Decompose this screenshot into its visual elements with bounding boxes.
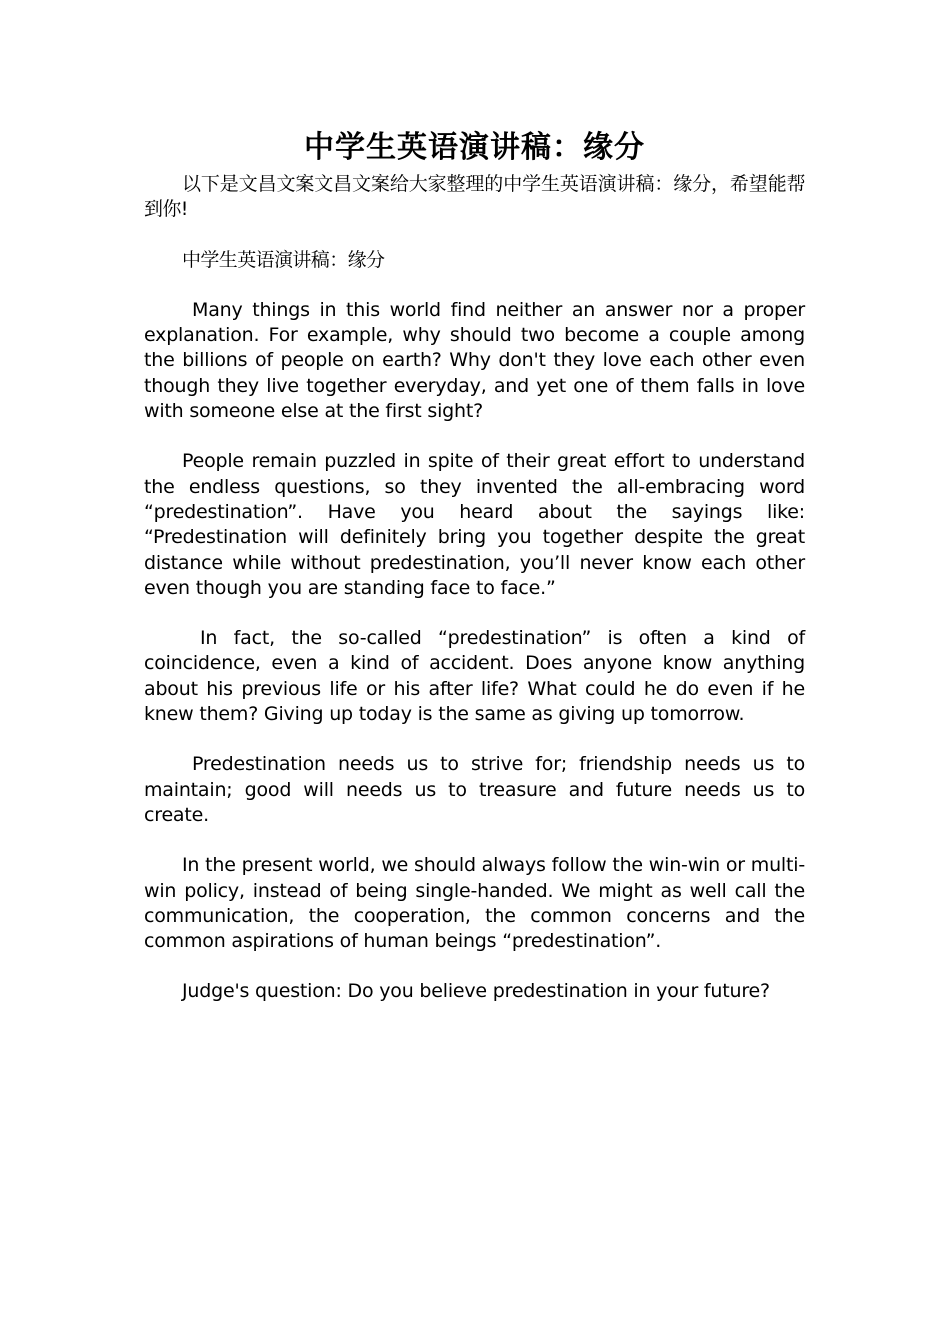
document-page (144, 128, 805, 1030)
intro-paragraph: 以下是文昌文案文昌文案给大家整理的中学生英语演讲稿：缘分，希望能帮到你! (144, 173, 805, 221)
body-paragraph-4: Predestination needs us to strive for; friendship needs us to maintain; good will needs us to treasure and future needs us to create. (144, 753, 805, 826)
body-paragraph-6: Judge's question: Do you believe predestination in your future? (182, 980, 770, 1003)
body-paragraph-5: In the present world, we should always follow the win-win or multi-win policy, instead of being single-handed. We might as well call the communication, the cooperation, the common concerns and the common aspirations of human beings “predestination”. (144, 854, 805, 953)
body-paragraph-2: People remain puzzled in spite of their great effort to understand the endless questions, so they invented the all-embracing word “predestination”. Have you heard about the sayings like: “Predestination will definitely bring you together despite the great distance while without predestination, you’ll never know each other even though you are standing face to face.” (144, 450, 805, 599)
subtitle-paragraph: 中学生英语演讲稿：缘分 (182, 248, 385, 271)
body-paragraph-3: In fact, the so-called “predestination” is often a kind of coincidence, even a kind of accident. Does anyone know anything about his previous life or his after life? What could he do even if he knew them? Giving up today is the same as giving up tomorrow. (144, 627, 805, 726)
body-paragraph-1: Many things in this world find neither an answer nor a proper explanation. For example, why should two become a couple among the billions of people on earth? Why don't they love each other even though they live together everyday, and yet one of them falls in love with someone else at the first sight? (144, 298, 805, 423)
document-title: 中学生英语演讲稿：缘分 (304, 130, 645, 165)
